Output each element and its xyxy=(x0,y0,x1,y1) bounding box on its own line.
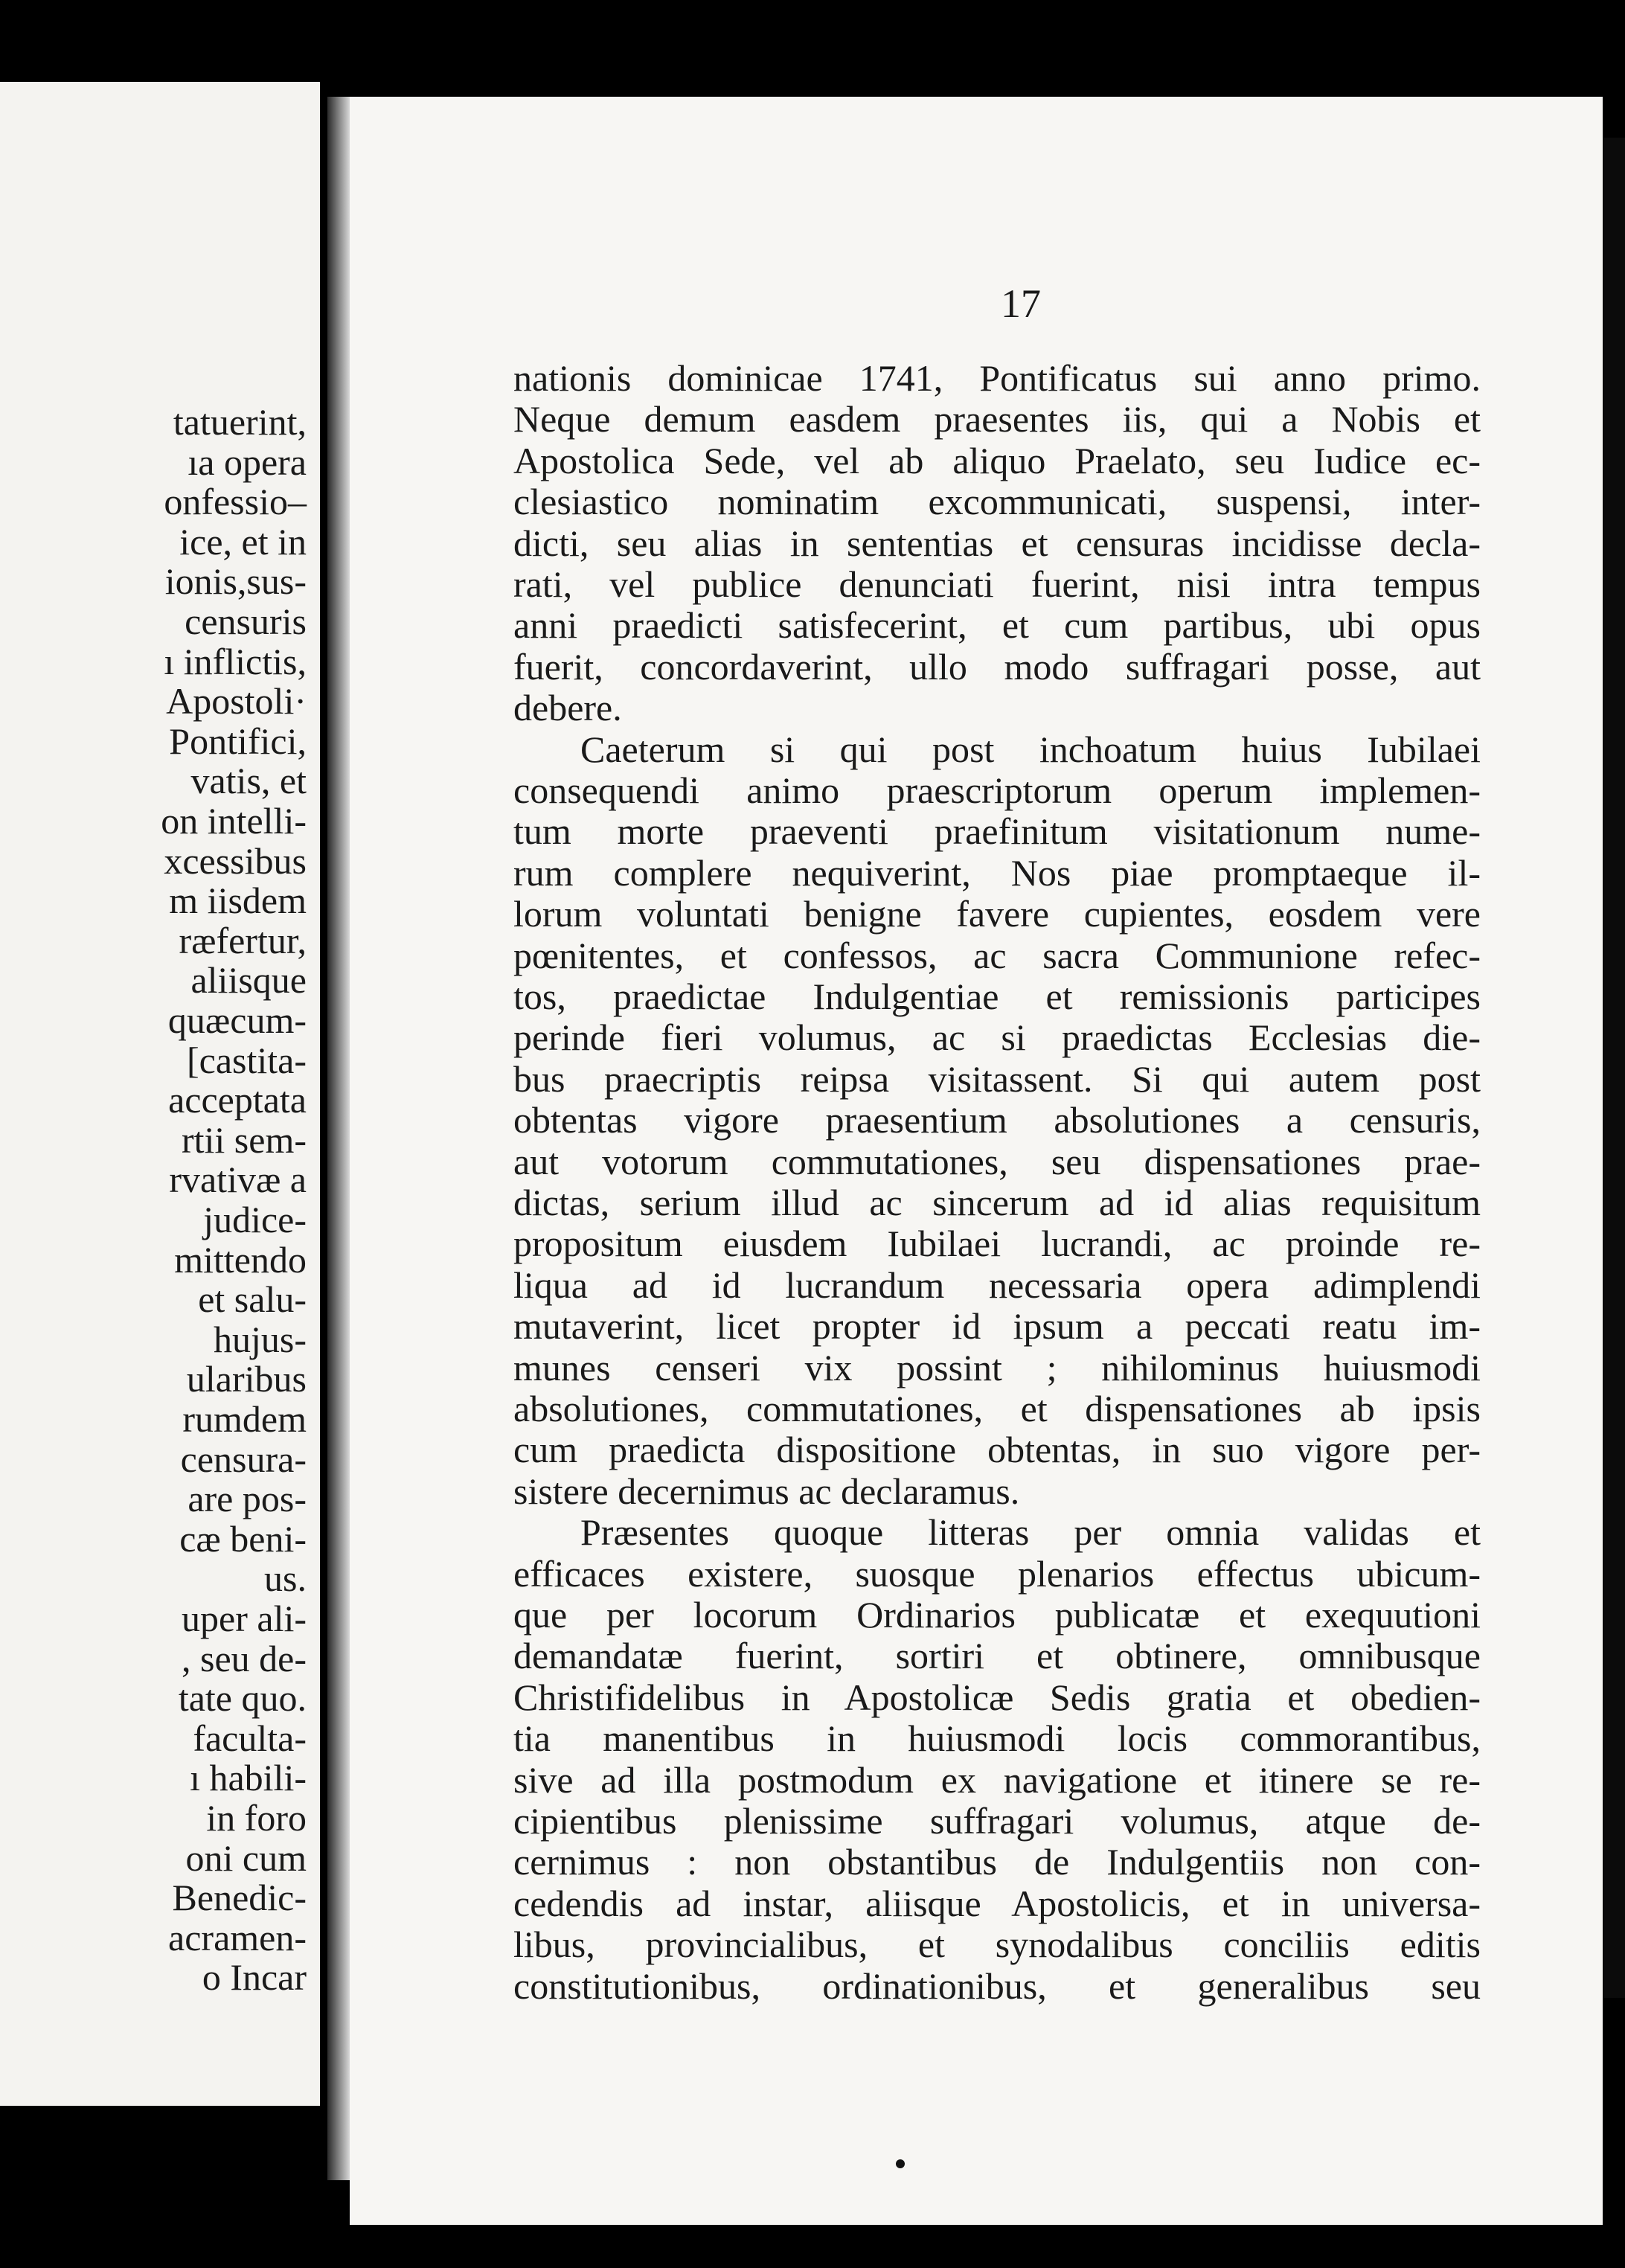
body-text-line: dicti, seu alias in sententias et censuras incidisse decla- xyxy=(513,522,1481,564)
body-text-line: sive ad illa postmodum ex navigatione et itinere se re- xyxy=(513,1758,1481,1801)
page-number: 17 xyxy=(1001,281,1041,326)
body-text-line: perinde fieri volumus, ac si praedictas Ecclesias die- xyxy=(513,1016,1481,1059)
body-text-line: cipientibus plenissime suffragari volumus, atque de- xyxy=(513,1800,1481,1842)
body-text-line: que per locorum Ordinarios publicatæ et exequutioni xyxy=(513,1594,1481,1636)
body-text-line: pœnitentes, et confessos, ac sacra Communione refec- xyxy=(513,934,1481,976)
left-page-line: Pontifici, xyxy=(169,720,307,762)
body-text-line: demandatæ fuerint, sortiri et obtinere, omnibusque xyxy=(513,1635,1481,1677)
left-page-line: cæ beni- xyxy=(179,1517,307,1560)
left-page-line: ularibus xyxy=(186,1358,307,1400)
left-page-line: hujus- xyxy=(214,1318,307,1360)
body-text-line: Caeterum si qui post inchoatum huius Iubilaei xyxy=(580,728,1481,770)
left-page-line: [castita- xyxy=(186,1039,307,1081)
body-text-line: rum complere nequiverint, Nos piae promptaeque il- xyxy=(513,851,1481,894)
body-text-line: efficaces existere, suosque plenarios effectus ubicum- xyxy=(513,1552,1481,1595)
body-text-line: rati, vel publice denunciati fuerint, nisi intra tempus xyxy=(513,563,1481,605)
body-text-line: clesiastico nominatim excommunicati, suspensi, inter- xyxy=(513,481,1481,523)
left-page-line: o Incar xyxy=(202,1956,307,1999)
left-page-line: oni cum xyxy=(185,1836,307,1879)
left-page xyxy=(0,82,320,2106)
left-page-line: judice- xyxy=(203,1199,307,1240)
body-text-line: anni praedicti satisfecerint, et cum partibus, ubi opus xyxy=(513,604,1481,647)
left-page-line: onfessio– xyxy=(164,481,307,523)
left-page-line: acramen- xyxy=(168,1916,307,1958)
left-page-line: Apostoli· xyxy=(166,680,307,723)
left-page-line: ı inflictis, xyxy=(164,640,307,682)
left-page-line: us. xyxy=(264,1557,307,1600)
body-text-line: cum praedicta dispositione obtentas, in suo vigore per- xyxy=(513,1429,1481,1471)
body-text-line: dictas, serium illud ac sincerum ad id alias requisitum xyxy=(513,1182,1481,1223)
left-page-line: rvativæ a xyxy=(169,1159,307,1201)
footer-dot xyxy=(896,2159,905,2168)
left-page-line: uper ali- xyxy=(182,1598,307,1639)
left-page-line: Benedic- xyxy=(172,1877,307,1919)
left-page-line: et salu- xyxy=(198,1278,307,1321)
left-page-line: aliisque xyxy=(190,959,307,1002)
left-page-line: m iisdem xyxy=(169,880,307,922)
body-text-line: Apostolica Sede, vel ab aliquo Praelato, seu Iudice ec- xyxy=(513,439,1481,481)
body-text-line: tia manentibus in huiusmodi locis commorantibus, xyxy=(513,1717,1481,1760)
body-text-line: Christifidelibus in Apostolicæ Sedis gratia et obedien- xyxy=(513,1676,1481,1718)
left-page-line: ı habili- xyxy=(190,1757,307,1799)
left-page-line: in foro xyxy=(206,1797,307,1839)
left-page-line: tate quo. xyxy=(178,1677,307,1720)
left-page-line: quæcum- xyxy=(167,999,307,1041)
body-text-line: munes censeri vix possint ; nihilominus huiusmodi xyxy=(513,1346,1481,1388)
left-page-line: , seu de- xyxy=(182,1637,307,1679)
book-gutter xyxy=(327,97,350,2180)
left-page-line: on intelli- xyxy=(161,800,307,842)
left-page-line: faculta- xyxy=(193,1717,307,1759)
left-page-line: vatis, et xyxy=(190,760,307,802)
body-text-line: absolutiones, commutationes, et dispensationes ab ipsis xyxy=(513,1388,1481,1429)
body-text-line: cedendis ad instar, aliisque Apostolicis, et in universa- xyxy=(513,1882,1481,1924)
left-page-line: xcessibus xyxy=(164,839,307,882)
body-text-line: tos, praedictae Indulgentiae et remissionis participes xyxy=(513,976,1481,1017)
left-page-line: ionis,sus- xyxy=(164,560,307,603)
left-page-line: ıa opera xyxy=(188,441,307,483)
body-text-line: fuerit, concordaverint, ullo modo suffragari posse, aut xyxy=(513,645,1481,688)
left-page-line: acceptata xyxy=(168,1079,307,1121)
left-page-line: ice, et in xyxy=(179,520,307,563)
left-page-line: mittendo xyxy=(174,1238,307,1281)
left-page-line: censuris xyxy=(185,600,307,642)
body-text-line: lorum voluntati benigne favere cupientes, eosdem vere xyxy=(513,893,1481,935)
page-edge-shadow xyxy=(1603,138,1625,1998)
left-page-line: rtii sem- xyxy=(181,1118,307,1161)
left-page-line: ræfertur, xyxy=(179,919,307,961)
body-text-line: bus praecriptis reipsa visitassent. Si qui autem post xyxy=(513,1057,1481,1100)
body-text-line: sistere decernimus ac declaramus. xyxy=(513,1470,1020,1512)
body-text-line: propositum eiusdem Iubilaei lucrandi, ac proinde re- xyxy=(513,1223,1481,1265)
left-page-line: tatuerint, xyxy=(173,401,307,443)
left-page-line: censura- xyxy=(180,1438,307,1480)
body-text-line: tum morte praeventi praefinitum visitationum nume- xyxy=(513,810,1481,853)
body-text-line: debere. xyxy=(513,687,622,729)
body-text-line: Neque demum easdem praesentes iis, qui a Nobis et xyxy=(513,398,1481,441)
left-page-line: rumdem xyxy=(182,1398,307,1440)
body-text-line: libus, provincialibus, et synodalibus conciliis editis xyxy=(513,1923,1481,1966)
body-text-line: liqua ad id lucrandum necessaria opera adimplendi xyxy=(513,1263,1481,1306)
body-text-line: cernimus : non obstantibus de Indulgentiis non con- xyxy=(513,1841,1481,1883)
body-text-line: obtentas vigore praesentium absolutiones a censuris, xyxy=(513,1099,1481,1141)
body-text-line: constitutionibus, ordinationibus, et generalibus seu xyxy=(513,1964,1481,2007)
body-text-line: mutaverint, licet propter id ipsum a peccati reatu im- xyxy=(513,1305,1481,1348)
body-text-line: consequendi animo praescriptorum operum implemen- xyxy=(513,769,1481,811)
left-page-line: are pos- xyxy=(188,1478,307,1520)
body-text-line: nationis dominicae 1741, Pontificatus sui anno primo. xyxy=(513,357,1481,399)
body-text-line: Præsentes quoque litteras per omnia validas et xyxy=(580,1511,1481,1554)
body-text-line: aut votorum commutationes, seu dispensationes prae- xyxy=(513,1140,1481,1182)
